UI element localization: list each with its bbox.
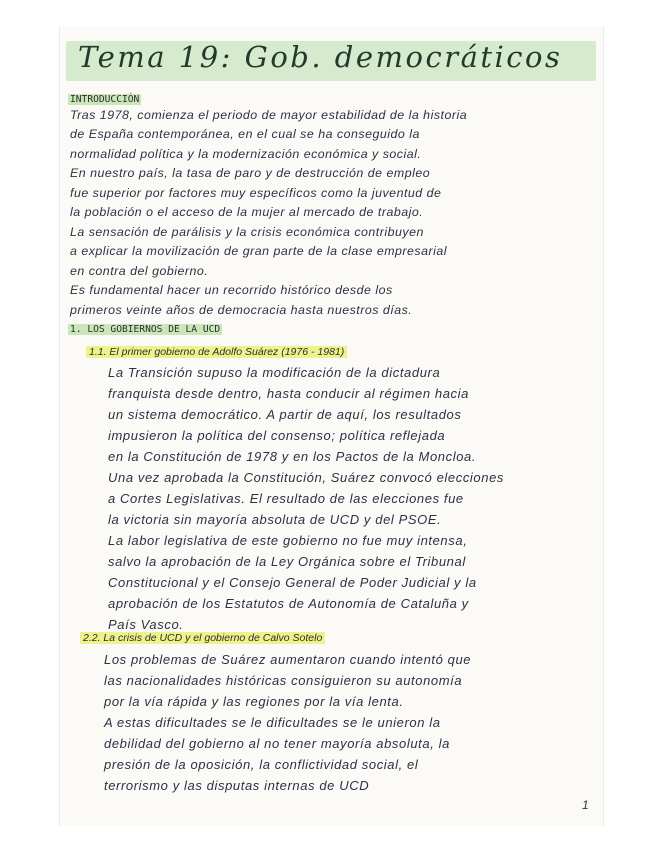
body-line: un sistema democrático. A partir de aquí, los resultados — [108, 407, 462, 422]
subsection-2-heading-text: 2.2. La crisis de UCD y el gobierno de Calvo Sotelo — [80, 632, 325, 644]
page-title: Tema 19: Gob. democráticos — [78, 40, 563, 74]
intro-heading-text: INTRODUCCIÓN — [70, 94, 140, 105]
body-line: Constitucional y el Consejo General de Poder Judicial y la — [108, 575, 477, 590]
intro-line: la población o el acceso de la mujer al mercado de trabajo. — [70, 205, 424, 219]
intro-line: en contra del gobierno. — [70, 264, 209, 278]
title-block — [60, 34, 603, 86]
intro-line: Es fundamental hacer un recorrido histórico desde los — [70, 283, 393, 297]
subsection-1-heading-text: 1.1. El primer gobierno de Adolfo Suárez (1976 - 1981) — [86, 346, 347, 358]
body-line: debilidad del gobierno al no tener mayoría absoluta, la — [104, 736, 450, 751]
body-line: A estas dificultades se le dificultades se le unieron la — [104, 715, 441, 730]
intro-line: normalidad política y la modernización económica y social. — [70, 147, 422, 161]
body-line: La labor legislativa de este gobierno no fue muy intensa, — [108, 533, 468, 548]
intro-line: Tras 1978, comienza el periodo de mayor estabilidad de la historia — [70, 108, 468, 122]
section1-heading-text: 1. LOS GOBIERNOS DE LA UCD — [70, 324, 221, 335]
intro-heading — [68, 94, 141, 105]
intro-line: de España contemporánea, en el cual se ha conseguido la — [70, 127, 420, 141]
body-line: terrorismo y las disputas internas de UCD — [104, 778, 370, 793]
body-line: presión de la oposición, la conflictividad social, el — [104, 757, 419, 772]
intro-line: fue superior por factores muy específicos como la juventud de — [70, 186, 442, 200]
body-line: aprobación de los Estatutos de Autonomía de Cataluña y — [108, 596, 469, 611]
body-line: País Vasco. — [108, 617, 184, 632]
intro-line: a explicar la movilización de gran parte de la clase empresarial — [70, 244, 448, 258]
section1-heading — [68, 324, 222, 335]
body-line: salvo la aprobación de la Ley Orgánica sobre el Tribunal — [108, 554, 466, 569]
body-line: impusieron la política del consenso; política reflejada — [108, 428, 446, 443]
body-line: por la vía rápida y las regiones por la vía lenta. — [104, 694, 404, 709]
body-line: Los problemas de Suárez aumentaron cuando intentó que — [104, 652, 472, 667]
subsection-1-heading — [86, 346, 347, 358]
body-line: La Transición supuso la modificación de la dictadura — [108, 365, 441, 380]
body-line: las nacionalidades históricas consiguieron su autonomía — [104, 673, 463, 688]
body-line: franquista desde dentro, hasta conducir al régimen hacia — [108, 386, 469, 401]
body-line: la victoria sin mayoría absoluta de UCD y del PSOE. — [108, 512, 442, 527]
intro-line: La sensación de parálisis y la crisis económica contribuyen — [70, 225, 424, 239]
intro-line: primeros veinte años de democracia hasta nuestros días. — [70, 303, 413, 317]
intro-line: En nuestro país, la tasa de paro y de destrucción de empleo — [70, 166, 431, 180]
subsection-2-heading — [80, 632, 325, 644]
page-number: 1 — [582, 798, 589, 812]
body-line: a Cortes Legislativas. El resultado de las elecciones fue — [108, 491, 464, 506]
body-line: en la Constitución de 1978 y en los Pactos de la Moncloa. — [108, 449, 477, 464]
body-line: Una vez aprobada la Constitución, Suárez convocó elecciones — [108, 470, 505, 485]
